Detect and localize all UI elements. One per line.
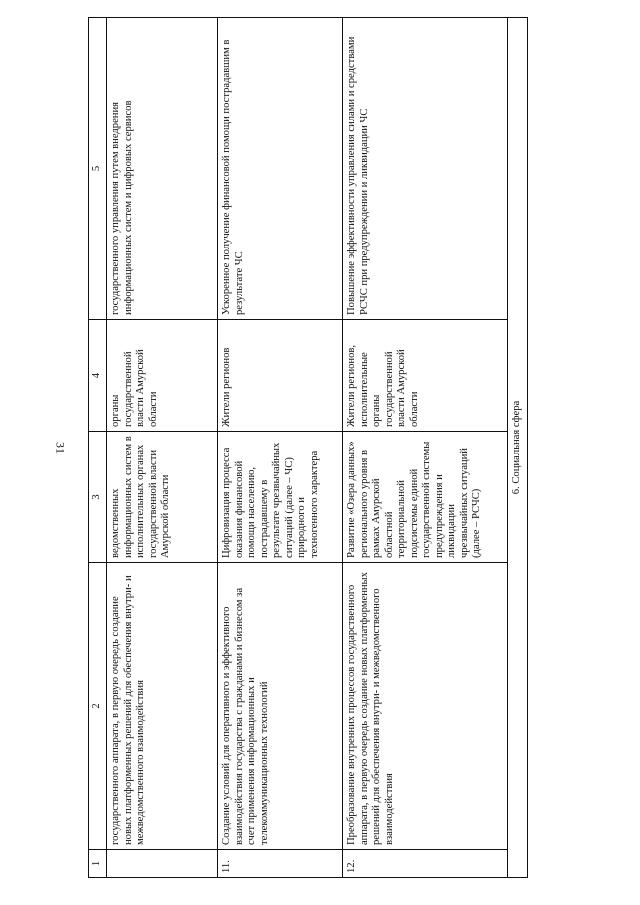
column-header: 2 — [89, 563, 107, 850]
table-cell: Преобразование внутренних процессов государственного аппарата, в первую очередь создание новых платформенных решений для обеспечения внутри- и межведомственного взаимодействия — [343, 563, 508, 850]
row-number: 12. — [343, 850, 508, 878]
row-number — [107, 850, 218, 878]
section-title: 6. Социальная сфера — [508, 18, 528, 878]
rotated-table-container — [88, 18, 554, 878]
table-cell: Цифровизация процесса оказания финансовой помощи населению, пострадавшему в результате чрезвычайных ситуаций (далее – ЧС) природного и техногенного характера — [218, 432, 343, 563]
column-header: 1 — [89, 850, 107, 878]
table-cell: Жители регионов — [218, 320, 343, 432]
table-cell: Создание условий для оперативного и эффективного взаимодействия государства с гражданами и бизнесом за счет применения информационных и телекоммуникационных технологий — [218, 563, 343, 850]
column-header: 5 — [89, 18, 107, 320]
table-cell: Ускоренное получение финансовой помощи пострадавшим в результате ЧС — [218, 18, 343, 320]
table-cell: Повышение эффективности управления силами и средствами РСЧС при предупреждении и ликвидации ЧС — [343, 18, 508, 320]
table-cell: государственного управления путем внедрения информационных систем и цифровых сервисов — [107, 18, 218, 320]
table-cell: Развитие «Озера данных» регионального уровня в рамках Амурской областной территориальной подсистемы единой государственной системы предупреждения и ликвидации чрезвычайных ситуаций (далее – РСЧС) — [343, 432, 508, 563]
table-row — [218, 18, 343, 878]
table-cell: ведомственных информационных систем в исполнительных органах государственной власти Амурской области — [107, 432, 218, 563]
table-cell: Жители регионов, исполнительные органы государственной власти Амурской области — [343, 320, 508, 432]
row-number: 11. — [218, 850, 343, 878]
table-row — [343, 18, 508, 878]
section-row — [508, 18, 528, 878]
table-header-row — [89, 18, 107, 878]
page-number: 31 — [53, 442, 68, 454]
table-row — [107, 18, 218, 878]
document-table — [88, 17, 528, 878]
column-header: 4 — [89, 320, 107, 432]
table-cell: органы государственной власти Амурской области — [107, 320, 218, 432]
table-cell: государственного аппарата, в первую очередь создание новых платформенных решений для обеспечения внутри- и межведомственного взаимодействия — [107, 563, 218, 850]
column-header: 3 — [89, 432, 107, 563]
